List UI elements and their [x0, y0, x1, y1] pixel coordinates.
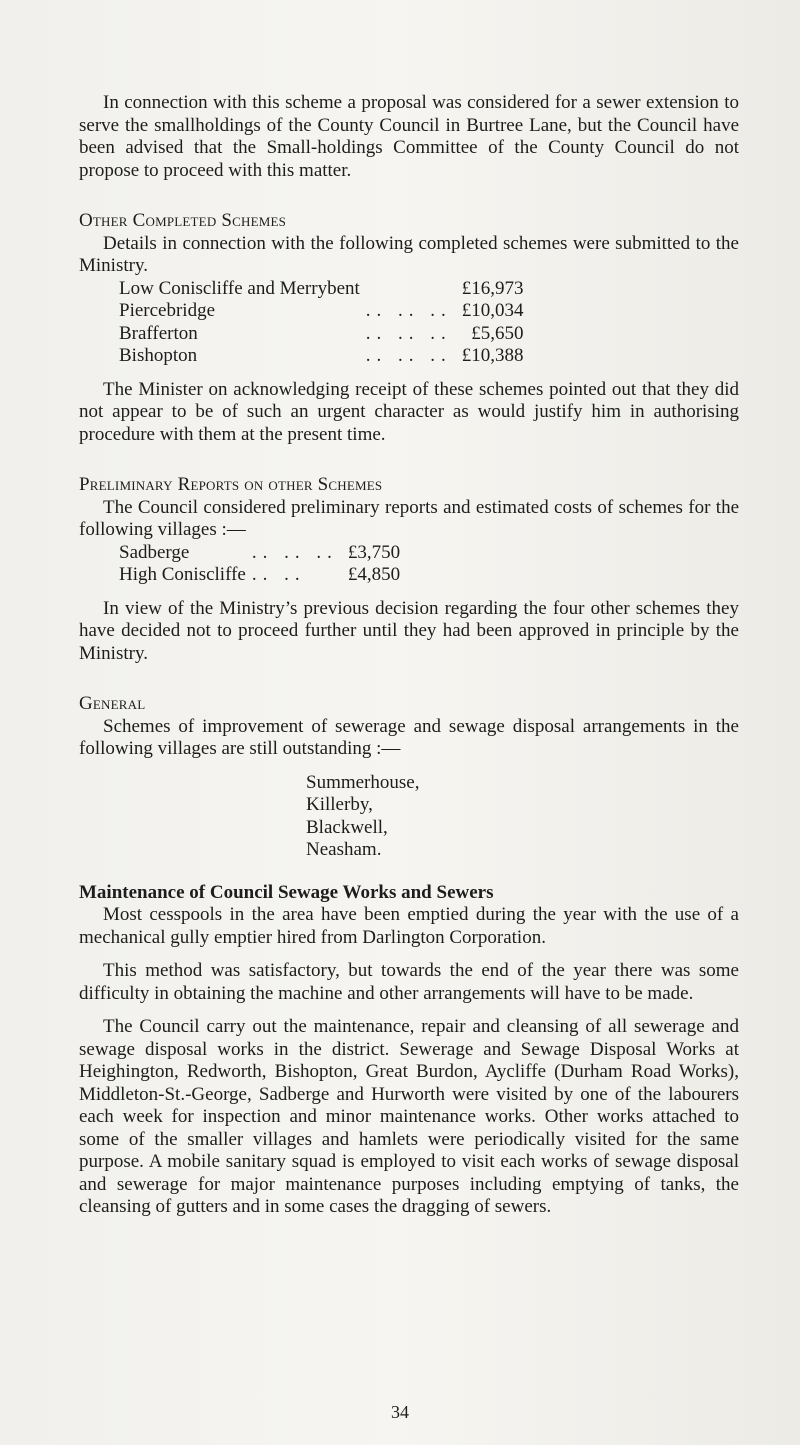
table-row: [119, 278, 524, 301]
dot-leader: [360, 278, 452, 301]
preliminary-reports-heading: Preliminary Reports on other Schemes: [79, 474, 383, 495]
preliminary-reports-intro: The Council considered preliminary reports and estimated costs of schemes for the following villages :—: [79, 496, 739, 540]
table-row: [119, 300, 524, 323]
scheme-cost: £10,034: [461, 300, 524, 321]
list-item: Killerby,: [306, 794, 373, 815]
list-item: Summerhouse,: [306, 771, 420, 793]
general-heading: General: [79, 693, 146, 714]
table-row: [119, 345, 524, 368]
village-name: High Coniscliffe: [119, 564, 246, 585]
scheme-cost: £10,388: [461, 345, 524, 366]
scheme-cost: £16,973: [461, 277, 524, 299]
scheme-name: Low Coniscliffe and Merrybent: [119, 277, 360, 299]
table-row: [119, 323, 524, 346]
page-content: [79, 92, 739, 1219]
completed-schemes-intro: Details in connection with the following completed schemes were submitted to the Ministry.: [79, 232, 739, 276]
intro-paragraph: In connection with this scheme a proposal was considered for a sewer extension to serve the smallholdings of the County Council in Burtree Lane, but the Council have been advised that the Small-holdings Committee of the County Council do not propose to proceed with this matter.: [79, 92, 739, 181]
page-number: 34: [391, 1402, 409, 1422]
completed-schemes-table: [119, 278, 524, 368]
outstanding-villages-list: [306, 772, 739, 862]
list-item: Blackwell,: [306, 816, 388, 838]
minister-response-paragraph: The Minister on acknowledging receipt of these schemes pointed out that they did not appear to be of such an urgent character as would justify him in authorising procedure with them at the present time.: [79, 378, 739, 445]
maintenance-paragraph-2: This method was satisfactory, but towards the end of the year there was some difficulty in obtaining the machine and other arrangements will have to be made.: [79, 960, 739, 1004]
village-name: Sadberge: [119, 541, 190, 563]
scheme-name: Piercebridge: [119, 300, 216, 321]
dot-leader: .. .. ..: [365, 300, 452, 321]
ministry-decision-paragraph: In view of the Ministry’s previous decision regarding the four other schemes they have decided not to proceed further until they had been approved in principle by the Ministry.: [79, 597, 739, 664]
completed-schemes-heading: Other Completed Schemes: [79, 210, 287, 231]
dot-leader: .. .. ..: [251, 541, 338, 563]
village-cost: £4,850: [347, 564, 401, 585]
table-row: [119, 564, 400, 587]
general-intro: Schemes of improvement of sewerage and sewage disposal arrangements in the following villages are still outstanding :—: [79, 715, 739, 759]
maintenance-paragraph-1: Most cesspools in the area have been emptied during the year with the use of a mechanical gully emptier hired from Darlington Corporation.: [79, 904, 739, 948]
maintenance-paragraph-3: The Council carry out the maintenance, repair and cleansing of all sewerage and sewage disposal works in the district. Sewerage and Sewage Disposal Works at Heighington, Redworth, Bishopton, Great Burdon, Aycliffe (Durham Road Works), Middleton-St.-George, Sadberge and Hurworth were visited by one of the labourers each week for inspection and minor maintenance works. Other works attached to some of the smaller villages and hamlets were periodically visited for the same purpose. A mobile sanitary squad is employed to visit each works of sewage disposal and sewerage for major maintenance purposes including emptying of tanks, the cleansing of gutters and in some cases the dragging of sewers.: [79, 1016, 739, 1217]
table-row: [119, 542, 400, 565]
list-item: Neasham.: [306, 839, 382, 860]
village-cost: £3,750: [347, 541, 401, 563]
dot-leader: .. .. ..: [365, 322, 452, 344]
scheme-name: Brafferton: [119, 322, 198, 344]
maintenance-heading: Maintenance of Council Sewage Works and Sewers: [79, 881, 494, 903]
scheme-name: Bishopton: [119, 345, 198, 366]
preliminary-reports-table: [119, 542, 400, 587]
scheme-cost: £5,650: [471, 322, 524, 344]
dot-leader: .. .. ..: [365, 345, 452, 366]
dot-leader: .. ..: [251, 564, 306, 585]
